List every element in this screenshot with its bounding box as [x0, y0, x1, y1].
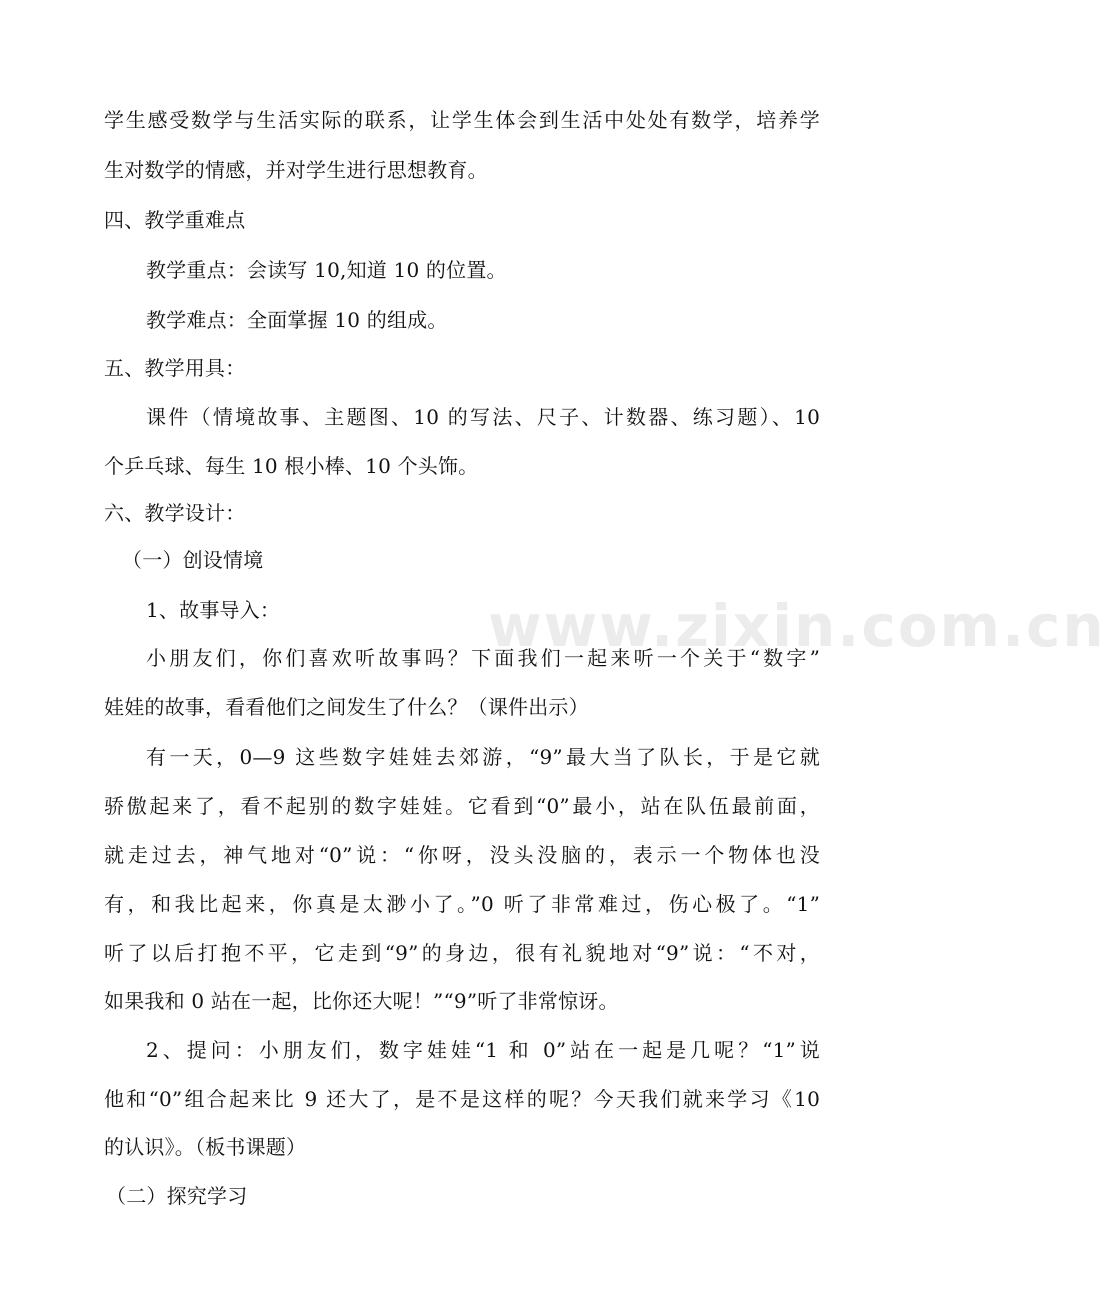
section-heading-4: 四、教学重难点: [104, 208, 246, 232]
body-line-1: 学生感受数学与生活实际的联系，让学生体会到生活中处处有数学，培养学: [104, 108, 820, 132]
tools-line-2: 个乒乓球、每生 10 根小棒、10 个头饰。: [104, 454, 479, 478]
story-intro-line-1: 小朋友们，你们喜欢听故事吗？下面我们一起来听一个关于“数字”: [146, 646, 820, 670]
section-heading-5: 五、教学用具：: [104, 356, 246, 380]
story-line-3: 就走过去，神气地对“0”说：“你呀，没头没脑的，表示一个物体也没: [104, 843, 820, 867]
story-intro-heading: 1、故事导入：: [146, 598, 281, 622]
question-line-3: 的认识》。（板书课题）: [104, 1135, 307, 1159]
section-heading-6: 六、教学设计：: [104, 501, 246, 525]
subsection-heading-1: （一）创设情境: [122, 548, 264, 572]
story-line-5: 听了以后打抱不平，它走到“9”的身边，很有礼貌地对“9”说：“不对，: [104, 941, 820, 965]
story-line-1: 有一天，0—9 这些数字娃娃去郊游，“9”最大当了队长，于是它就: [146, 745, 820, 769]
story-line-2: 骄傲起来了，看不起别的数字娃娃。它看到“0”最小，站在队伍最前面，: [104, 794, 820, 818]
question-line-1: 2、提问：小朋友们，数字娃娃“1 和 0”站在一起是几呢？“1”说: [146, 1038, 820, 1062]
subsection-heading-2: （二）探究学习: [106, 1184, 248, 1208]
story-intro-line-2: 娃娃的故事，看看他们之间发生了什么？（课件出示）: [104, 695, 589, 719]
watermark: www.zixin.com.cn: [488, 592, 1106, 660]
story-line-6: 如果我和 0 站在一起，比你还大呢！”“9”听了非常惊讶。: [104, 989, 619, 1013]
difficult-point-line: 教学难点：全面掌握 10 的组成。: [146, 308, 448, 332]
story-line-4: 有，和我比起来，你真是太渺小了。”0 听了非常难过，伤心极了。“1”: [104, 892, 820, 916]
body-line-2: 生对数学的情感，并对学生进行思想教育。: [104, 158, 488, 182]
key-point-line: 教学重点：会读写 10,知道 10 的位置。: [146, 258, 507, 282]
question-line-2: 他和“0”组合起来比 9 还大了，是不是这样的呢？今天我们就来学习《10: [104, 1087, 820, 1111]
tools-line-1: 课件（情境故事、主题图、10 的写法、尺子、计数器、练习题）、10: [146, 405, 820, 429]
